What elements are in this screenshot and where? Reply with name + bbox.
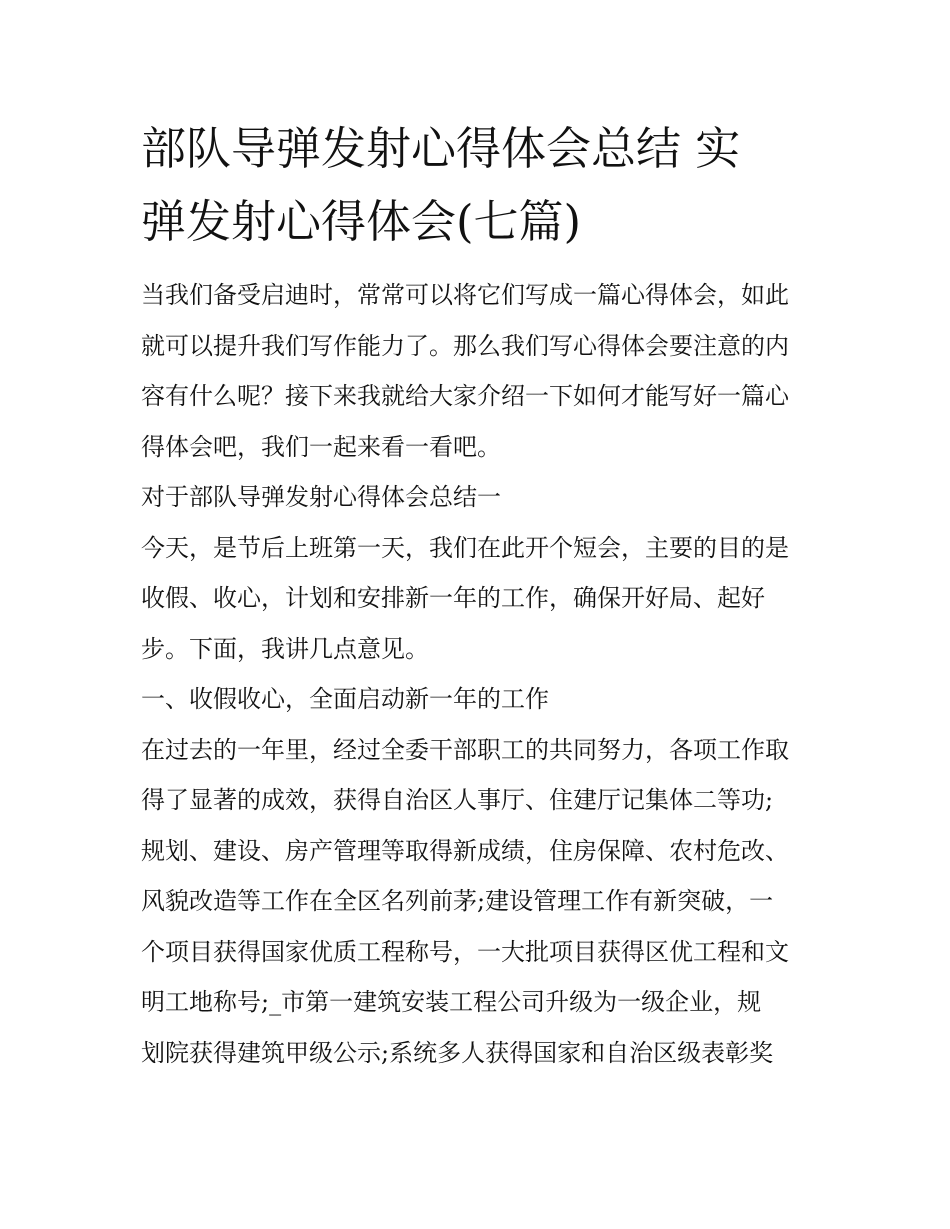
intro-paragraph (141, 270, 821, 472)
text-line: 今天，是节后上班第一天，我们在此开个短会，主要的目的是 (141, 533, 789, 562)
document-body (141, 112, 821, 1078)
text-line: 步。下面，我讲几点意见。 (141, 634, 429, 663)
text-line: 划院获得建筑甲级公示;系统多人获得国家和自治区级表彰奖 (141, 1038, 774, 1067)
body-paragraph (141, 523, 821, 675)
text-line: 容有什么呢？接下来我就给大家介绍一下如何才能写好一篇心 (141, 382, 789, 410)
subsection-heading (141, 674, 821, 725)
text-line: 在过去的一年里，经过全委干部职工的共同努力，各项工作取 (141, 735, 789, 764)
text-line: 规划、建设、房产管理等取得新成绩，住房保障、农村危改、 (141, 836, 789, 865)
text-line: 就可以提升我们写作能力了。那么我们写心得体会要注意的内 (141, 331, 789, 360)
text-line: 风貌改造等工作在全区名列前茅;建设管理工作有新突破，一 (141, 887, 774, 915)
text-line: 收假、收心，计划和安排新一年的工作，确保开好局、起好 (141, 584, 765, 612)
text-line: 得了显著的成效，获得自治区人事厅、住建厅记集体二等功; (141, 786, 774, 814)
body-paragraph (141, 725, 821, 1079)
text-line: 一、收假收心，全面启动新一年的工作 (141, 685, 549, 713)
section-heading (141, 472, 821, 523)
text-line: 得体会吧，我们一起来看一看吧。 (141, 432, 501, 461)
title-line: 部队导弹发射心得体会总结 实 (141, 122, 741, 175)
title-line: 弹发射心得体会(七篇) (141, 195, 582, 248)
text-line: 当我们备受启迪时，常常可以将它们写成一篇心得体会，如此 (141, 281, 789, 309)
document-title (141, 112, 821, 258)
text-line: 对于部队导弹发射心得体会总结一 (141, 483, 501, 511)
text-line: 个项目获得国家优质工程称号，一大批项目获得区优工程和文 (141, 937, 789, 966)
text-line: 明工地称号;_市第一建筑安装工程公司升级为一级企业，规 (141, 988, 762, 1016)
